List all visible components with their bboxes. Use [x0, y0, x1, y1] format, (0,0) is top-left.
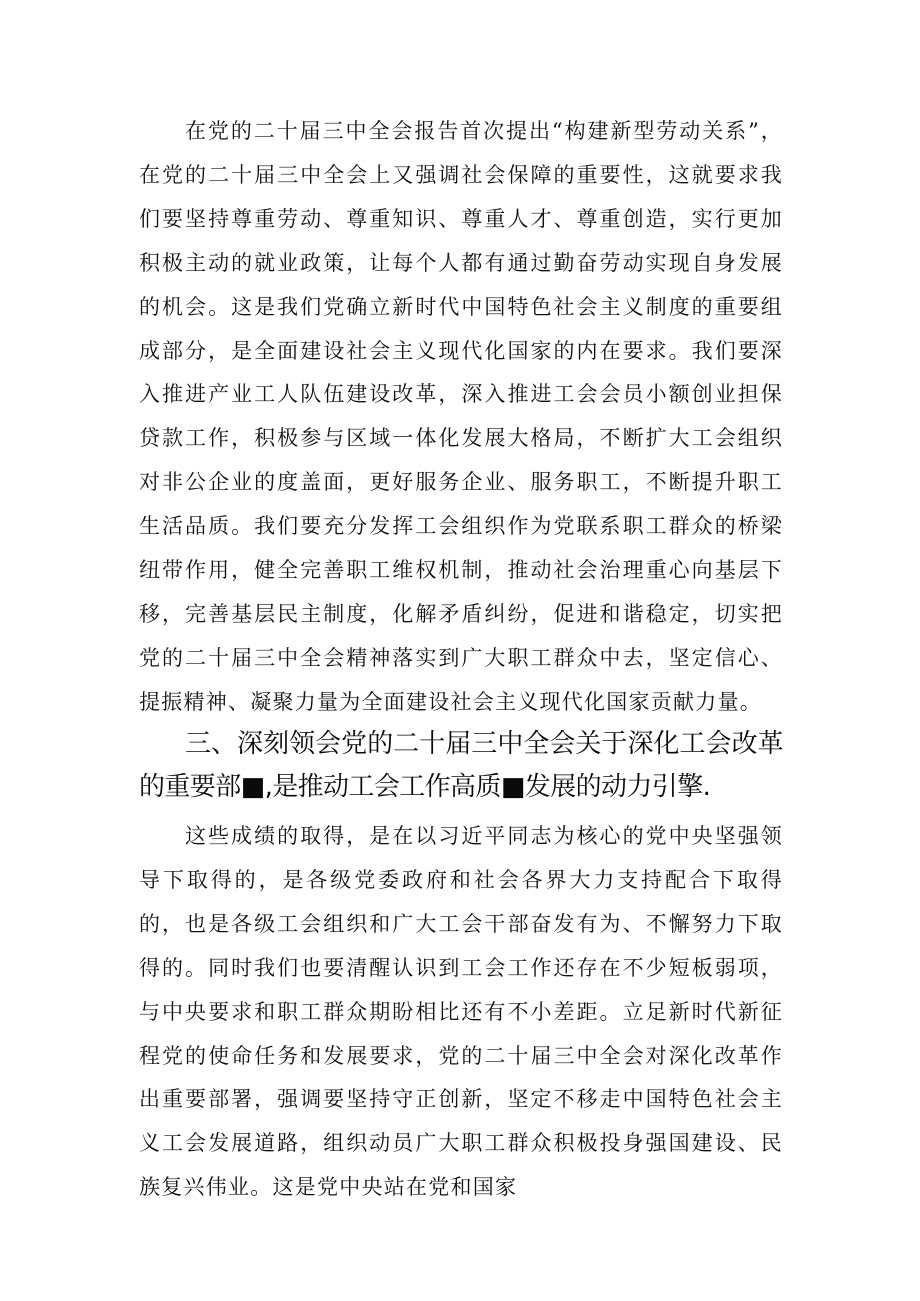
body-paragraph-1: 在党的二十届三中全会报告首次提出“构建新型劳动关系”，在党的二十届三中全会上又强调社会保障的重要性，这就要求我们要坚持尊重劳动、尊重知识、尊重人才、尊重创造，实行更加积极主动的就业政策，让每个人都有通过勤奋劳动实现自身发展的机会。这是我们党确立新时代中国特色社会主义制度的重要组成部分，是全面建设社会主义现代化国家的内在要求。我们要深入推进产业工人队伍建设改革，深入推进工会会员小额创业担保贷款工作，积极参与区域一体化发展大格局，不断扩大工会组织对非公企业的度盖面，更好服务企业、服务职工，不断提升职工生活品质。我们要充分发挥工会组织作为党联系职工群众的桥梁纽带作用，健全完善职工维权机制，推动社会治理重心向基层下移，完善基层民主制度，化解矛盾纠纷，促进和谐稳定，切实把党的二十届三中全会精神落实到广大职工群众中去，坚定信心、提振精神、凝聚力量为全面建设社会主义现代化国家贡献力量。 — [139, 119, 783, 714]
body-paragraph-2: 这些成绩的取得，是在以习近平同志为核心的党中央坚强领导下取得的，是各级党委政府和社会各界大力支持配合下取得的，也是各级工会组织和广大工会干部奋发有为、不懈努力下取得的。同时我们也要清醒认识到工会工作还存在不少短板弱项，与中央要求和职工群众期盼相比还有不小差距。立足新时代新征程党的使命任务和发展要求，党的二十届三中全会对深化改革作出重要部署，强调要坚持守正创新，坚定不移走中国特色社会主义工会发展道路，组织动员广大职工群众积极投身强国建设、民族复兴伟业。这是党中央站在党和国家 — [139, 824, 783, 1200]
section-heading-3: 三、深刻领会党的二十届三中全会关于深化工会改革的重要部■,是推动工会工作高质■发展的动力引擎. — [139, 729, 783, 802]
